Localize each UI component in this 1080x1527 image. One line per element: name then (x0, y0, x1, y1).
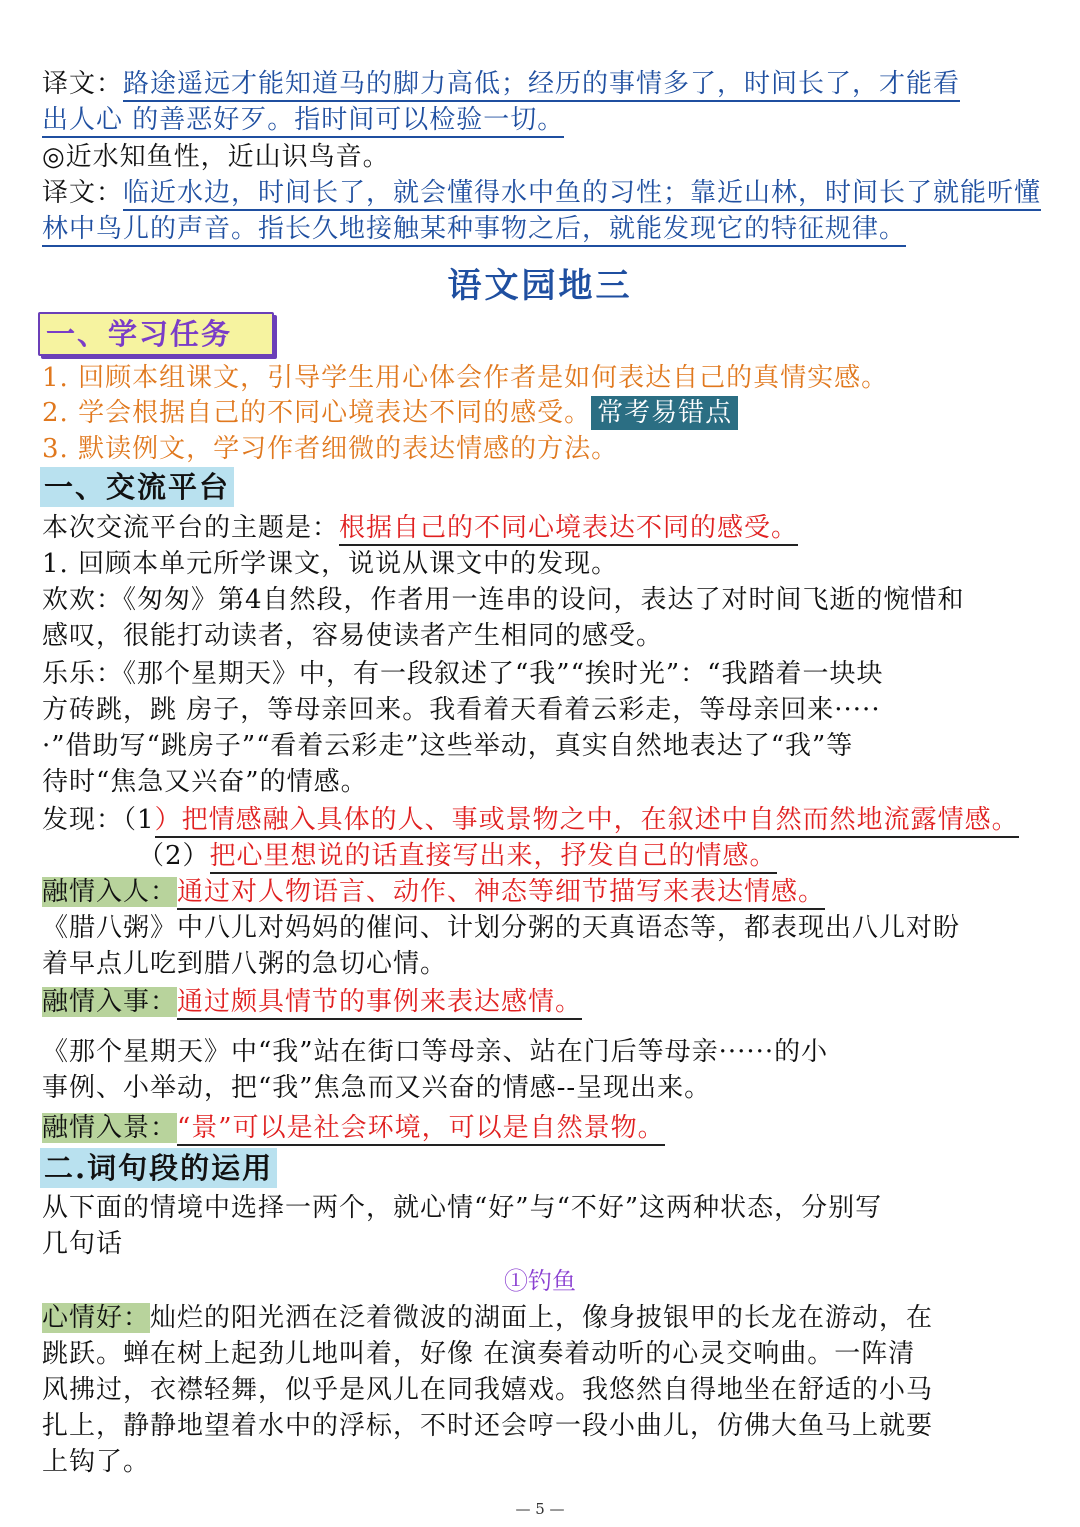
theme-line: 本次交流平台的主题是：根据自己的不同心境表达不同的感受。 (42, 510, 1042, 546)
finding-1: 发现：（1）把情感融入具体的人、事或景物之中，在叙述中自然而然地流露情感。 (42, 802, 1042, 838)
good-mood-line-4: 扎上，静静地望着水中的浮标，不时还会哼一段小曲儿，仿佛大鱼马上就要 (42, 1411, 934, 1441)
task-item: 2. 学会根据自己的不同心境表达不同的感受。 常考易错点 (42, 395, 1042, 431)
question-1: 1. 回顾本单元所学课文，说说从课文中的发现。 (42, 549, 619, 579)
translation-1-line-2: 出人心 的善恶好歹。指时间可以检验一切。 (42, 102, 1042, 138)
frequent-error-badge: 常考易错点 (591, 396, 738, 430)
lele-line-3: ·”借助写“跳房子”“看着云彩走”这些举动，真实自然地表达了“我”等 (42, 731, 854, 761)
translation-2-line-2: 林中鸟儿的声音。指长久地接触某种事物之后，就能发现它的特征规律。 (42, 211, 1042, 247)
prompt-line-2: 几句话 (42, 1229, 124, 1259)
page-title: 语文园地三 (447, 266, 633, 306)
scenario-title: ①钓鱼 (504, 1267, 576, 1295)
person-line: 融情入人：通过对人物语言、动作、神态等细节描写来表达情感。 (42, 874, 1042, 910)
lele-line-1: 乐乐：《那个星期天》中，有一段叙述了“我”“挨时光”：“我踏着一块块 (42, 659, 884, 689)
good-mood-line-3: 风拂过，衣襟轻舞，似乎是风儿在同我嬉戏。我悠然自得地坐在舒适的小马 (42, 1375, 934, 1405)
good-mood-line-5: 上钩了。 (42, 1447, 151, 1477)
task-item: 1. 回顾本组课文，引导学生用心体会作者是如何表达自己的真情实感。 (42, 363, 889, 393)
section-heading-usage: 二.词句段的运用 (40, 1148, 277, 1188)
prompt-line-1: 从下面的情境中选择一两个，就心情“好”与“不好”这两种状态，分别写 (42, 1193, 883, 1223)
scene-line: 融情入景：“景”可以是社会环境，可以是自然景物。 (42, 1110, 1042, 1146)
event-example-2: 事例、小举动，把“我”焦急而又兴奋的情感--呈现出来。 (42, 1073, 712, 1103)
proverb: ◎近水知鱼性，近山识鸟音。 (42, 142, 390, 172)
lele-line-4: 待时“焦急又兴奋”的情感。 (42, 767, 368, 797)
event-line: 融情入事：通过颇具情节的事例来表达感情。 (42, 984, 1042, 1020)
huanhuan-line-1: 欢欢：《匆匆》第4自然段，作者用一连串的设问，表达了对时间飞逝的惋惜和 (42, 585, 965, 615)
section-heading-exchange: 一、交流平台 (40, 467, 234, 507)
event-example-1: 《那个星期天》中“我”站在街口等母亲、站在门后等母亲······的小 (42, 1037, 829, 1067)
learning-tasks-banner: 一、学习任务 (38, 312, 274, 356)
page-number: — 5 — (515, 1500, 565, 1518)
good-mood-line-1: 心情好：灿烂的阳光洒在泛着微波的湖面上，像身披银甲的长龙在游动，在 (42, 1303, 934, 1333)
lele-line-2: 方砖跳，跳 房子，等母亲回来。我看着天看着云彩走，等母亲回来····· (42, 695, 881, 725)
huanhuan-line-2: 感叹，很能打动读者，容易使读者产生相同的感受。 (42, 621, 664, 651)
person-example-2: 着早点儿吃到腊八粥的急切心情。 (42, 949, 448, 979)
task-item: 3. 默读例文，学习作者细微的表达情感的方法。 (42, 434, 619, 464)
translation-1-text: 路途遥远才能知道马的脚力高低；经历的事情多了，时间长了，才能看 (123, 69, 960, 102)
good-mood-line-2: 跳跃。蝉在树上起劲儿地叫着，好像 在演奏着动听的心灵交响曲。一阵清 (42, 1339, 916, 1369)
finding-2: （2）把心里想说的话直接写出来，抒发自己的情感。 (138, 838, 1080, 874)
person-example-1: 《腊八粥》中八儿对妈妈的催问、计划分粥的天真语态等，都表现出八儿对盼 (42, 913, 961, 943)
translation-1-line-1: 译文：路途遥远才能知道马的脚力高低；经历的事情多了，时间长了，才能看 (42, 66, 1042, 102)
translation-2-line-1: 译文：临近水边，时间长了，就会懂得水中鱼的习性；靠近山林，时间长了就能听懂 (42, 175, 1042, 211)
